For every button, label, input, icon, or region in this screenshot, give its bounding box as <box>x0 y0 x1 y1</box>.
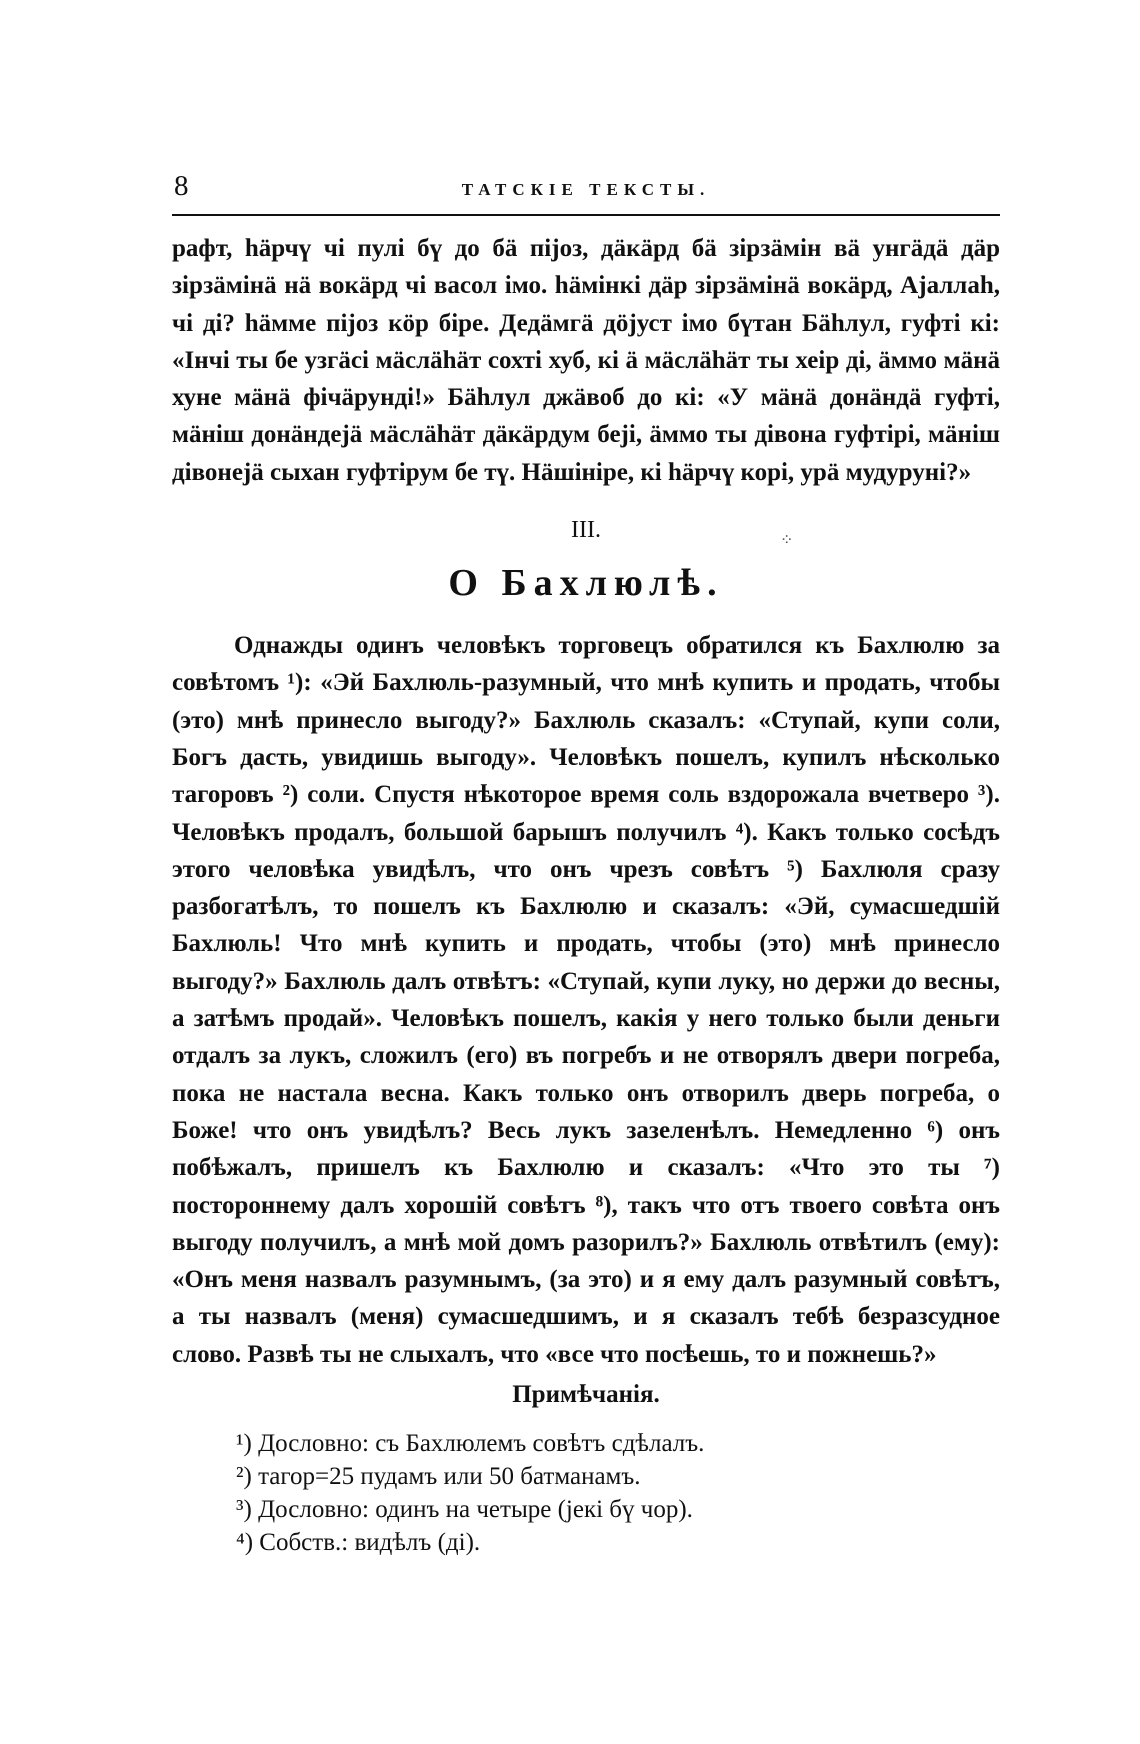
note-item: ⁴) Собств.: видѣлъ (ді). <box>236 1529 481 1557</box>
page-number: 8 <box>174 170 189 202</box>
text-paragraph-translation: Однажды одинъ человѣкъ торговецъ обратился къ Бахлюлю за совѣтомъ ¹): «Эй Бахлюль-разумный, что мнѣ купить и продать, чтобы (это) мнѣ принесло выгоду?» Бахлюль сказалъ: «Ступай, купи соли, Богъ дасть, увидишь выгоду». Человѣкъ пошелъ, купилъ нѣсколько тагоровъ ²) соли. Спустя нѣкоторое время соль вздорожала вчетверо ³). Человѣкъ продалъ, большой барышъ получилъ ⁴). Какъ только сосѣдъ этого человѣка увидѣлъ, что онъ чрезъ совѣтъ ⁵) Бахлюля сразу разбогатѣлъ, то пошелъ къ Бахлюлю и сказалъ: «Эй, сумасшедшій Бахлюль! Что мнѣ купить и продать, чтобы (это) мнѣ принесло выгоду?» Бахлюль далъ отвѣтъ: «Ступай, купи луку, но держи до весны, а затѣмъ продай». Человѣкъ пошелъ, какія у него только были деньги отдалъ за лукъ, сложилъ (его) въ погребъ и не отворялъ двери погреба, пока не настала весна. Какъ только онъ отворилъ дверь погреба, о Боже! что онъ увидѣлъ? Весь лукъ зазеленѣлъ. Немедленно ⁶) онъ побѣжалъ, пришелъ къ Бахлюлю и сказалъ: «Что это ты ⁷) постороннему далъ хорошій совѣтъ ⁸), такъ что отъ твоего совѣта онъ выгоду получилъ, а мнѣ мой домъ разорилъ?» Бахлюль отвѣтилъ (ему): «Онъ меня назвалъ разумнымъ, (за это) и я ему далъ разумный совѣтъ, а ты назвалъ (меня) сумасшедшимъ, и я сказалъ тебѣ безразсудное слово. Развѣ ты не слыхалъ, что «все что посѣешь, то и пожнешь?» <box>172 632 1000 1368</box>
notes-title: Примѣчанія. <box>512 1381 660 1409</box>
text-paragraph-tat: рафт, һӓрчү чі пулі бү до бӓ пijоз, дӓкӓрд бӓ зірзӓмін вӓ унгӓдӓ дӓр зірзӓмінӓ нӓ вокӓрд чі васол імо. һӓмінкі дӓр зірзӓмінӓ вокӓрд, Аjаллаһ, чі ді? һӓмме пijоз кӧр біре. Дедӓмгӓ дӧjуст імо бүтан Бӓһлул, гуфті кі: «Інчі ты бе узгӓсі мӓслӓһӓт сохті хуб, кі ӓ мӓслӓһӓт ты хеір ді, ӓммо мӓнӓ хуне мӓнӓ фічӓрунді!» Бӓһлул джӓвоб до кі: «У мӓнӓ донӓндӓ гуфті, мӓніш донӓндеjӓ мӓслӓһӓт дӓкӓрдум беjі, ӓммо ты дівона гуфтірі, мӓніш дівонеjӓ сыхан гуфтірум бе тү. Нӓшініре, кі һӓрчү корі, урӓ мудуруні?» <box>172 235 1000 486</box>
page-header <box>172 170 1000 216</box>
running-title: ТАТСКІЕ ТЕКСТЫ. <box>461 180 711 199</box>
note-item: ²) тагор=25 пудамъ или 50 батманамъ. <box>236 1463 641 1491</box>
notes-list <box>172 1427 1000 1559</box>
page <box>172 170 1000 1559</box>
section-title: О Бахлюлѣ. <box>448 562 724 605</box>
note-item: ³) Дословно: одинъ на четыре (jекі бү чор). <box>236 1496 693 1524</box>
note-item: ¹) Дословно: съ Бахлюлемъ совѣтъ сдѣлалъ. <box>236 1430 705 1458</box>
section-number: III. <box>571 517 601 544</box>
print-speck: ⁘ <box>780 532 794 549</box>
